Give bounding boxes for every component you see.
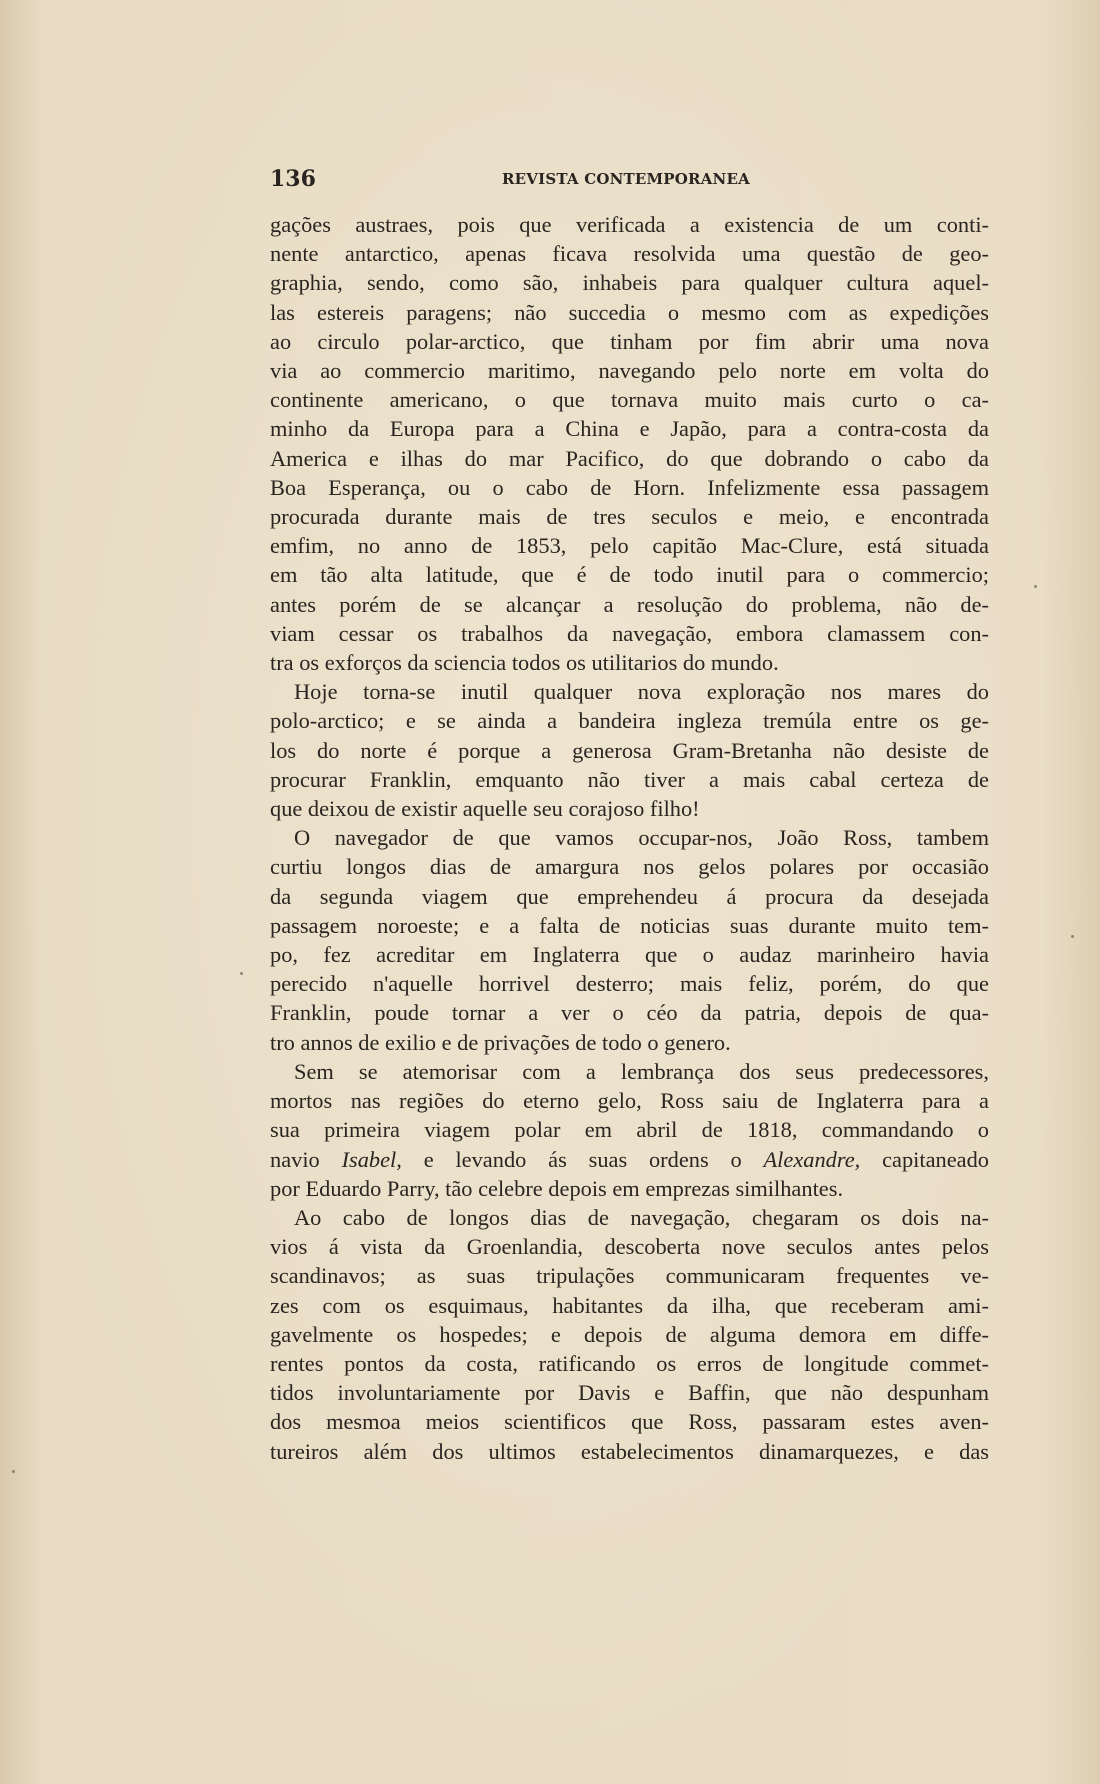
text-line: tra os exforços da sciencia todos os utilitarios do mundo. xyxy=(270,650,779,676)
text-line: po, fez acreditar em Inglaterra que o audaz marinheiro havia xyxy=(270,942,989,968)
text-line: procurada durante mais de tres seculos e meio, e encontrada xyxy=(270,504,989,530)
text-line: polo-arctico; e se ainda a bandeira ingleza tremúla entre os ge- xyxy=(270,708,989,734)
ship-name-isabel: Isabel, xyxy=(341,1146,402,1172)
text-line: procurar Franklin, emquanto não tiver a mais cabal certeza de xyxy=(270,766,989,792)
text-line-with-ship-names xyxy=(270,1145,989,1174)
text-line: Hoje torna-se inutil qualquer nova exploração nos mares do xyxy=(294,679,989,705)
text-line: dos mesmoa meios scientificos que Ross, passaram estes aven- xyxy=(270,1409,989,1435)
text-line: tro annos de exilio e de privações de todo o genero. xyxy=(270,1029,731,1055)
text-line: scandinavos; as suas tripulações communicaram frequentes ve- xyxy=(270,1263,989,1289)
text-line: da segunda viagem que emprehendeu á procura da desejada xyxy=(270,883,989,909)
page-number: 136 xyxy=(270,166,316,192)
paper-speck xyxy=(12,1470,15,1473)
ship-name-alexandre: Alexandre, xyxy=(763,1146,861,1172)
text-line: gações austraes, pois que verificada a existencia de um conti- xyxy=(270,212,989,237)
paper-speck xyxy=(1071,935,1074,938)
text-line: Boa Esperança, ou o cabo de Horn. Infelizmente essa passagem xyxy=(270,474,989,500)
text-line: continente americano, o que tornava muito mais curto o ca- xyxy=(270,387,989,413)
text-line: emfim, no anno de 1853, pelo capitão Mac-Clure, está situada xyxy=(270,533,989,559)
text-line: curtiu longos dias de amargura nos gelos polares por occasião xyxy=(270,854,989,880)
paper-speck xyxy=(240,972,243,975)
text-line: las estereis paragens; não succedia o mesmo com as expedições xyxy=(270,299,989,325)
running-head xyxy=(270,166,1000,192)
text-line: via ao commercio maritimo, navegando pelo norte em volta do xyxy=(270,358,989,384)
text-line: viam cessar os trabalhos da navegação, embora clamassem con- xyxy=(270,620,989,646)
text-line: em tão alta latitude, que é de todo inutil para o commercio; xyxy=(270,562,989,588)
text-line: perecido n'aquelle horrivel desterro; mais feliz, porém, do que xyxy=(270,971,989,997)
text-line: Sem se atemorisar com a lembrança dos seus predecessores, xyxy=(294,1058,989,1084)
text-line: por Eduardo Parry, tão celebre depois em emprezas similhantes. xyxy=(270,1175,844,1201)
text-line: minho da Europa para a China e Japão, para a contra-costa da xyxy=(270,416,989,442)
text-fragment: capitaneado xyxy=(860,1146,990,1172)
text-line: zes com os esquimaus, habitantes da ilha, que receberam ami- xyxy=(270,1292,989,1318)
journal-title: REVISTA CONTEMPORANEA xyxy=(502,170,750,188)
text-fragment: navio xyxy=(270,1146,342,1172)
text-line: America e ilhas do mar Pacifico, do que dobrando o cabo da xyxy=(270,445,989,471)
text-line: tureiros além dos ultimos estabelecimentos dinamarquezes, e das xyxy=(270,1438,989,1464)
text-line: antes porém de se alcançar a resolução do problema, não de- xyxy=(270,591,989,617)
text-line: ao circulo polar-arctico, que tinham por fim abrir uma nova xyxy=(270,328,989,354)
text-line: vios á vista da Groenlandia, descoberta nove seculos antes pelos xyxy=(270,1234,989,1260)
text-line: gavelmente os hospedes; e depois de alguma demora em diffe- xyxy=(270,1321,989,1347)
text-line: mortos nas regiões do eterno gelo, Ross saiu de Inglaterra para a xyxy=(270,1088,989,1114)
text-line: rentes pontos da costa, ratificando os erros de longitude commet- xyxy=(270,1350,989,1376)
text-line: tidos involuntariamente por Davis e Baffin, que não despunham xyxy=(270,1380,989,1406)
text-line: graphia, sendo, como são, inhabeis para qualquer cultura aquel- xyxy=(270,270,989,296)
text-line: los do norte é porque a generosa Gram-Bretanha não desiste de xyxy=(270,737,989,763)
text-line: Franklin, poude tornar a ver o céo da patria, depois de qua- xyxy=(270,1000,989,1026)
text-line: que deixou de existir aquelle seu corajoso filho! xyxy=(270,796,700,822)
text-line: O navegador de que vamos occupar-nos, João Ross, tambem xyxy=(294,825,989,851)
paper-speck xyxy=(1034,585,1037,588)
text-line: passagem noroeste; e a falta de noticias suas durante muito tem- xyxy=(270,912,989,938)
body-text xyxy=(270,210,989,1466)
text-line: nente antarctico, apenas ficava resolvida uma questão de geo- xyxy=(270,241,989,267)
text-fragment: e levando ás suas ordens o xyxy=(401,1146,764,1172)
text-line: sua primeira viagem polar em abril de 1818, commandando o xyxy=(270,1117,989,1143)
text-line: Ao cabo de longos dias de navegação, chegaram os dois na- xyxy=(294,1204,989,1230)
